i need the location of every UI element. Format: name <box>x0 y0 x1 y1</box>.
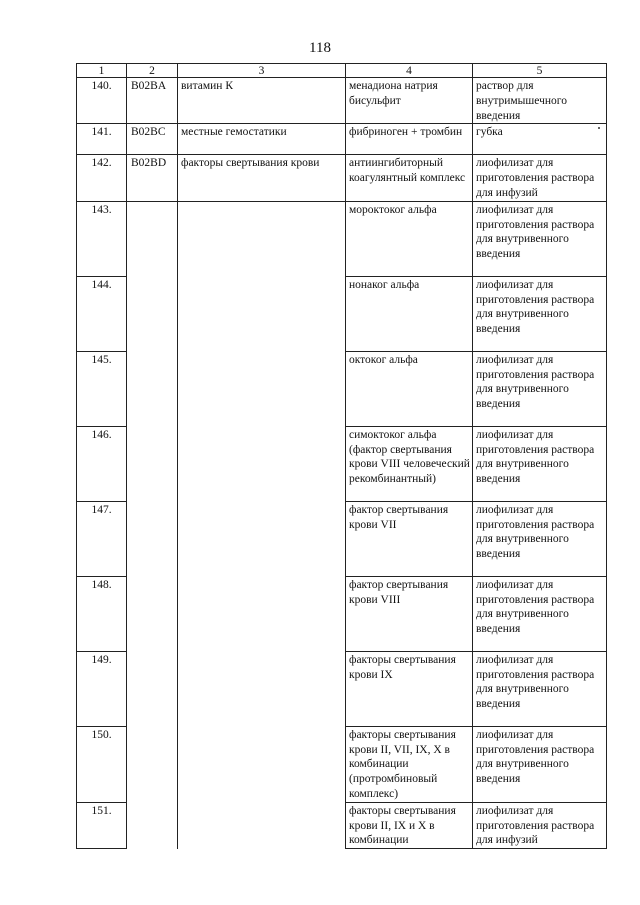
row-number: 147. <box>77 501 127 576</box>
substance-name: симоктоког альфа (фактор свертывания крови VIII человеческий рекомбинантный) <box>346 426 473 501</box>
atc-code <box>127 576 178 651</box>
dosage-form: раствор для внутримышечного введения <box>473 78 607 124</box>
table-row <box>77 201 607 276</box>
atc-code <box>127 351 178 426</box>
substance-name: мороктоког альфа <box>346 201 473 276</box>
row-number: 149. <box>77 651 127 726</box>
dosage-form: лиофилизат для приготовления раствора для внутривенного введения <box>473 201 607 276</box>
substance-name: фактор свертывания крови VII <box>346 501 473 576</box>
group-name <box>178 276 346 351</box>
table-row <box>77 276 607 351</box>
group-name <box>178 802 346 848</box>
group-name: местные гемостатики <box>178 124 346 155</box>
table-row <box>77 802 607 848</box>
row-number: 142. <box>77 155 127 201</box>
column-header: 5 <box>473 64 607 78</box>
atc-code <box>127 501 178 576</box>
row-number: 140. <box>77 78 127 124</box>
dosage-form: лиофилизат для приготовления раствора для внутривенного введения <box>473 276 607 351</box>
row-number: 148. <box>77 576 127 651</box>
atc-code <box>127 276 178 351</box>
row-number: 143. <box>77 201 127 276</box>
row-number: 144. <box>77 276 127 351</box>
column-header: 1 <box>77 64 127 78</box>
dosage-form: лиофилизат для приготовления раствора для внутривенного введения <box>473 576 607 651</box>
table-row <box>77 726 607 802</box>
substance-name: антиингибиторный коагулянтный комплекс <box>346 155 473 201</box>
substance-name: фибриноген + тромбин <box>346 124 473 155</box>
dosage-form: лиофилизат для приготовления раствора для внутривенного введения <box>473 651 607 726</box>
table-row <box>77 155 607 201</box>
group-name <box>178 651 346 726</box>
atc-code: B02BD <box>127 155 178 201</box>
page-number: 118 <box>309 40 331 56</box>
substance-name: нонаког альфа <box>346 276 473 351</box>
group-name: витамин К <box>178 78 346 124</box>
drug-table <box>76 63 607 849</box>
table-row <box>77 651 607 726</box>
group-name <box>178 351 346 426</box>
table-row <box>77 78 607 124</box>
group-name <box>178 576 346 651</box>
substance-name: факторы свертывания крови IX <box>346 651 473 726</box>
atc-code <box>127 726 178 802</box>
atc-code <box>127 651 178 726</box>
dosage-form: губка <box>473 124 607 155</box>
table-row <box>77 501 607 576</box>
substance-name: фактор свертывания крови VIII <box>346 576 473 651</box>
dosage-form: лиофилизат для приготовления раствора для инфузий <box>473 155 607 201</box>
substance-name: менадиона натрия бисульфит <box>346 78 473 124</box>
group-name <box>178 501 346 576</box>
row-number: 151. <box>77 802 127 848</box>
dosage-form: лиофилизат для приготовления раствора для внутривенного введения <box>473 501 607 576</box>
row-number: 146. <box>77 426 127 501</box>
row-number: 141. <box>77 124 127 155</box>
atc-code: B02BA <box>127 78 178 124</box>
table-row <box>77 426 607 501</box>
scan-speck <box>598 127 600 129</box>
table-row <box>77 576 607 651</box>
group-name: факторы свертывания крови <box>178 155 346 201</box>
column-header: 4 <box>346 64 473 78</box>
atc-code <box>127 802 178 848</box>
group-name <box>178 426 346 501</box>
substance-name: октоког альфа <box>346 351 473 426</box>
dosage-form: лиофилизат для приготовления раствора для внутривенного введения <box>473 426 607 501</box>
substance-name: факторы свертывания крови II, VII, IX, X в комбинации (протромбиновый комплекс) <box>346 726 473 802</box>
table-row <box>77 351 607 426</box>
group-name <box>178 201 346 276</box>
substance-name: факторы свертывания крови II, IX и X в комбинации <box>346 802 473 848</box>
table-row <box>77 124 607 155</box>
row-number: 145. <box>77 351 127 426</box>
row-number: 150. <box>77 726 127 802</box>
dosage-form: лиофилизат для приготовления раствора для внутривенного введения <box>473 351 607 426</box>
atc-code <box>127 201 178 276</box>
atc-code: B02BC <box>127 124 178 155</box>
column-header: 3 <box>178 64 346 78</box>
group-name <box>178 726 346 802</box>
table-header-row <box>77 64 607 78</box>
column-header: 2 <box>127 64 178 78</box>
dosage-form: лиофилизат для приготовления раствора для внутривенного введения <box>473 726 607 802</box>
atc-code <box>127 426 178 501</box>
dosage-form: лиофилизат для приготовления раствора для инфузий <box>473 802 607 848</box>
